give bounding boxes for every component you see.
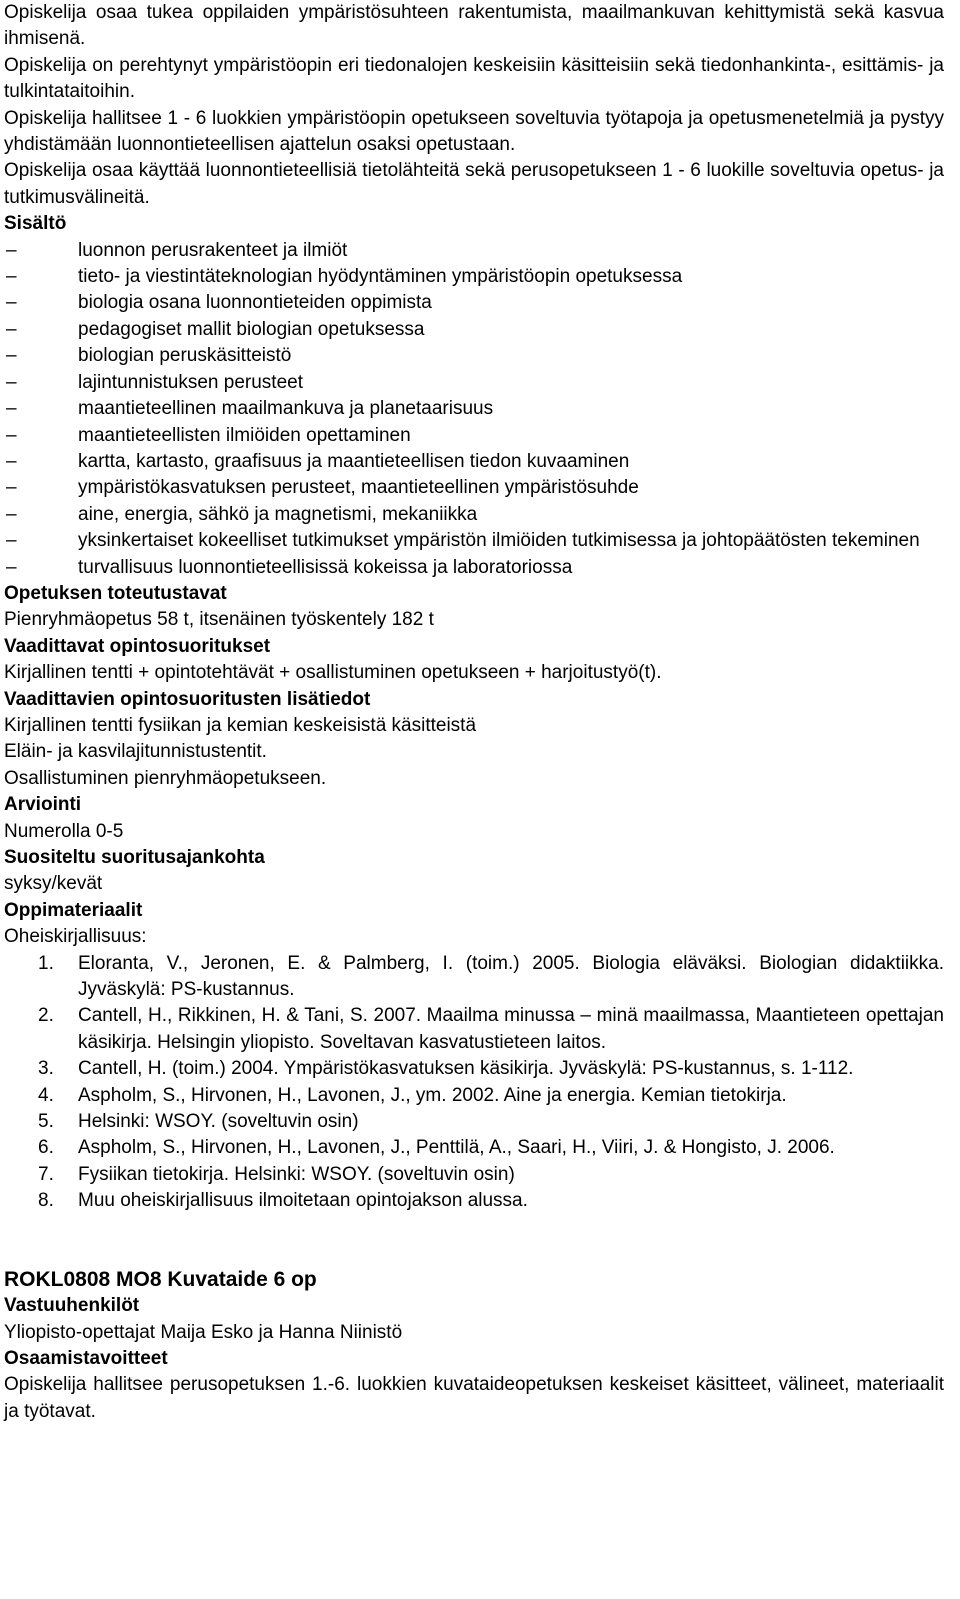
content-section — [4, 211, 944, 581]
requirements-section — [4, 634, 944, 687]
list-item-text: maantieteellinen maailmankuva ja planetaarisuus — [78, 398, 494, 420]
reference-item — [4, 951, 944, 1004]
list-item — [4, 502, 944, 528]
requirements-heading: Vaadittavat opintosuoritukset — [4, 635, 271, 657]
requirements-text: Kirjallinen tentti + opintotehtävät + osallistuminen opetukseen + harjoitustyö(t). — [4, 662, 662, 684]
reference-number: 8. — [38, 1190, 54, 1212]
dash-bullet: – — [6, 477, 17, 499]
list-item-text: tieto- ja viestintäteknologian hyödyntäminen ympäristöopin opetuksessa — [78, 266, 683, 288]
reference-item — [4, 1109, 944, 1135]
dash-bullet: – — [6, 266, 17, 288]
implementation-text: Pienryhmäopetus 58 t, itsenäinen työskentely 182 t — [4, 609, 434, 631]
reference-list — [4, 951, 944, 1215]
reference-number: 1. — [38, 952, 54, 974]
course-title: ROKL0808 MO8 Kuvataide 6 op — [4, 1267, 317, 1291]
reference-number: 7. — [38, 1163, 54, 1185]
reference-number: 4. — [38, 1084, 54, 1106]
intro-paragraph: Opiskelija hallitsee 1 - 6 luokkien ympäristöopin opetukseen soveltuvia työtapoja ja opetusmenetelmiä ja pystyy yhdistämään luonnontieteellisen ajattelun osaksi opetustaan. — [4, 107, 944, 156]
dash-bullet: – — [6, 503, 17, 525]
content-heading: Sisältö — [4, 213, 67, 235]
dash-bullet: – — [6, 424, 17, 446]
reference-text: Aspholm, S., Hirvonen, H., Lavonen, J., Penttilä, A., Saari, H., Viiri, J. & Hongisto, J. 2006. — [78, 1137, 835, 1159]
objectives-heading: Osaamistavoitteet — [4, 1347, 168, 1369]
list-item-text: lajintunnistuksen perusteet — [78, 371, 303, 393]
dash-bullet: – — [6, 450, 17, 472]
objectives-text: Opiskelija hallitsee perusopetuksen 1.-6. luokkien kuvataideopetuksen keskeiset käsitteet, välineet, materiaalit ja työtavat. — [4, 1374, 944, 1422]
reference-item — [4, 1083, 944, 1109]
list-item — [4, 370, 944, 396]
list-item-text: turvallisuus luonnontieteellisissä kokeissa ja laboratoriossa — [78, 556, 573, 578]
dash-bullet: – — [6, 345, 17, 367]
reference-text: Fysiikan tietokirja. Helsinki: WSOY. (soveltuvin osin) — [78, 1163, 515, 1185]
dash-bullet: – — [6, 239, 17, 261]
next-course-section — [4, 1267, 944, 1425]
reference-text: Muu oheiskirjallisuus ilmoitetaan opintojakson alussa. — [78, 1190, 528, 1212]
intro-paragraph: Opiskelija on perehtynyt ympäristöopin eri tiedonalojen keskeisiin käsitteisiin sekä tiedonhankinta-, esittämis- ja tulkintataitoihin. — [4, 54, 944, 103]
list-item — [4, 317, 944, 343]
reference-text: Cantell, H., Rikkinen, H. & Tani, S. 2007. Maailma minussa – minä maailmassa, Maantieteen opettajan käsikirja. Helsingin yliopisto. Soveltavan kasvatustieteen laitos. — [78, 1005, 944, 1053]
implementation-section — [4, 581, 944, 634]
list-item-text: biologia osana luonnontieteiden oppimista — [78, 292, 432, 314]
list-item — [4, 475, 944, 501]
dash-bullet: – — [6, 398, 17, 420]
list-item-text: yksinkertaiset kokeelliset tutkimukset ympäristön ilmiöiden tutkimisessa ja johtopäätösten tekeminen — [78, 530, 920, 552]
materials-subheading: Oheiskirjallisuus: — [4, 926, 147, 948]
list-item-text: pedagogiset mallit biologian opetuksessa — [78, 318, 425, 340]
reference-item — [4, 1056, 944, 1082]
list-item-text: aine, energia, sähkö ja magnetismi, mekaniikka — [78, 503, 478, 525]
list-item — [4, 396, 944, 422]
assessment-text: Numerolla 0-5 — [4, 820, 124, 842]
list-item — [4, 290, 944, 316]
timing-section — [4, 845, 944, 898]
reference-number: 5. — [38, 1111, 54, 1133]
reference-item — [4, 1135, 944, 1161]
list-item — [4, 238, 944, 264]
list-item — [4, 528, 944, 554]
materials-section — [4, 898, 944, 1215]
list-item-text: kartta, kartasto, graafisuus ja maantieteellisen tiedon kuvaaminen — [78, 450, 630, 472]
materials-heading: Oppimateriaalit — [4, 899, 143, 921]
dash-bullet: – — [6, 318, 17, 340]
reference-text: Aspholm, S., Hirvonen, H., Lavonen, J., ym. 2002. Aine ja energia. Kemian tietokirja. — [78, 1084, 787, 1106]
responsible-heading: Vastuuhenkilöt — [4, 1295, 140, 1317]
intro-paragraph: Opiskelija osaa tukea oppilaiden ympäristösuhteen rakentumista, maailmankuvan kehittymistä sekä kasvua ihmisenä. — [4, 2, 944, 50]
responsible-text: Yliopisto-opettajat Maija Esko ja Hanna Niinistö — [4, 1321, 403, 1343]
timing-heading: Suositeltu suoritusajankohta — [4, 847, 265, 868]
reference-item — [4, 1162, 944, 1188]
reference-item — [4, 1003, 944, 1056]
list-item — [4, 555, 944, 581]
list-item-text: luonnon perusrakenteet ja ilmiöt — [78, 239, 348, 261]
reference-number: 3. — [38, 1058, 54, 1080]
dash-bullet: – — [6, 556, 17, 578]
reference-text: Helsinki: WSOY. (soveltuvin osin) — [78, 1111, 359, 1133]
list-item-text: biologian peruskäsitteistö — [78, 345, 292, 367]
implementation-heading: Opetuksen toteutustavat — [4, 582, 227, 604]
reference-text: Cantell, H. (toim.) 2004. Ympäristökasvatuksen käsikirja. Jyväskylä: PS-kustannus, s. 1-112. — [78, 1058, 854, 1080]
reference-number: 6. — [38, 1137, 54, 1159]
intro-section — [4, 0, 944, 211]
list-item — [4, 264, 944, 290]
list-item-text: maantieteellisten ilmiöiden opettaminen — [78, 424, 411, 446]
list-item — [4, 343, 944, 369]
reference-number: 2. — [38, 1005, 54, 1027]
requirements-info-line: Kirjallinen tentti fysiikan ja kemian keskeisistä käsitteistä — [4, 714, 477, 736]
dash-bullet: – — [6, 371, 17, 393]
content-list — [4, 238, 944, 581]
section-spacer — [4, 1215, 944, 1267]
assessment-section — [4, 792, 944, 845]
dash-bullet: – — [6, 530, 17, 552]
timing-text: syksy/kevät — [4, 873, 103, 895]
list-item — [4, 423, 944, 449]
intro-paragraph: Opiskelija osaa käyttää luonnontieteellisiä tietolähteitä sekä perusopetukseen 1 - 6 luokille soveltuvia opetus- ja tutkimusvälineitä. — [4, 160, 944, 208]
assessment-heading: Arviointi — [4, 794, 82, 816]
dash-bullet: – — [6, 292, 17, 314]
document-page — [4, 0, 944, 1425]
requirements-info-heading: Vaadittavien opintosuoritusten lisätiedot — [4, 688, 371, 710]
list-item — [4, 449, 944, 475]
reference-item — [4, 1188, 944, 1214]
requirements-info-section — [4, 687, 944, 793]
list-item-text: ympäristökasvatuksen perusteet, maantieteellinen ympäristösuhde — [78, 477, 639, 499]
requirements-info-line: Osallistuminen pienryhmäopetukseen. — [4, 767, 327, 789]
reference-text: Eloranta, V., Jeronen, E. & Palmberg, I. (toim.) 2005. Biologia eläväksi. Biologian didaktiikka. Jyväskylä: PS-kustannus. — [78, 952, 944, 1001]
requirements-info-line: Eläin- ja kasvilajitunnistustentit. — [4, 741, 267, 763]
